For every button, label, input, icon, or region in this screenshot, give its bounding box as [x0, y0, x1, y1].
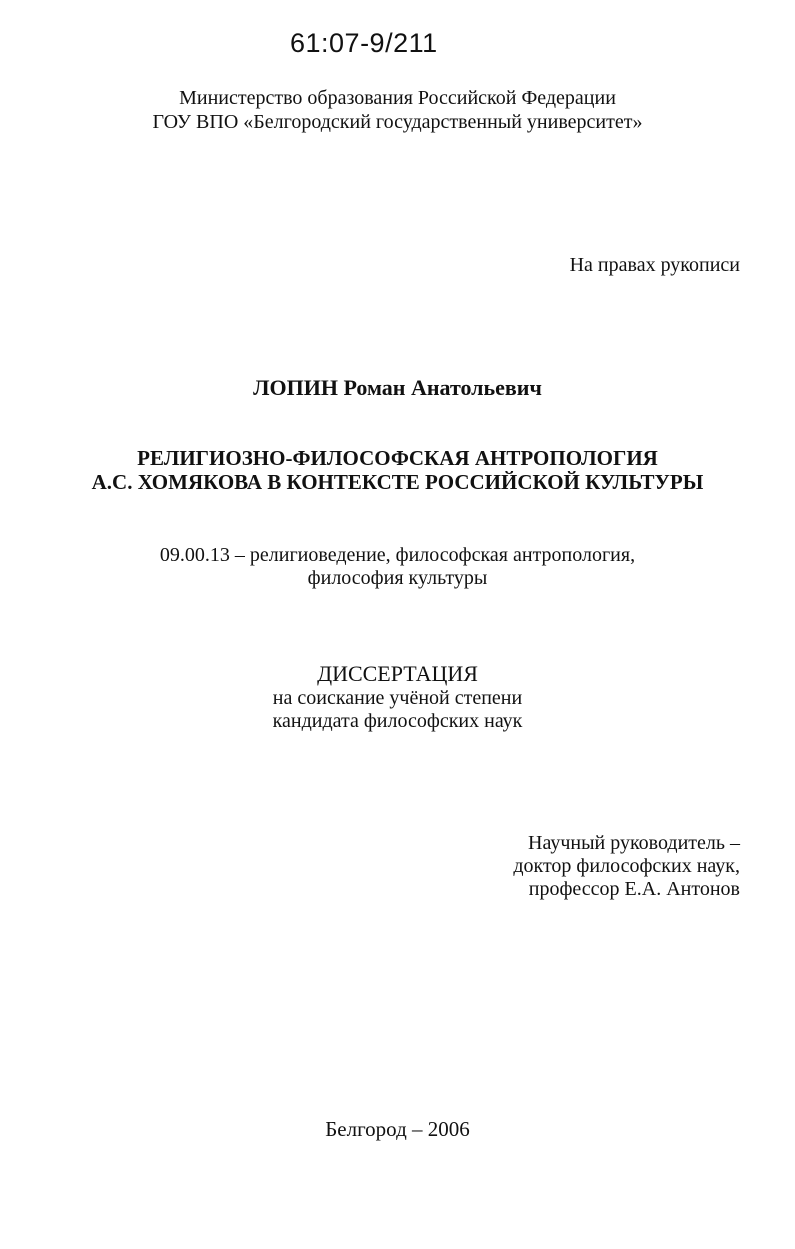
supervisor-line-3: профессор Е.А. Антонов [528, 878, 740, 900]
dissertation-title-line-2: А.С. ХОМЯКОВА В КОНТЕКСТЕ РОССИЙСКОЙ КУЛЬТУРЫ [91, 470, 704, 494]
ministry-name: Министерство образования Российской Федерации [179, 87, 616, 109]
supervisor-line-1: Научный руководитель – [528, 832, 740, 854]
city-year: Белгород – 2006 [325, 1117, 470, 1141]
dissertation-label: ДИССЕРТАЦИЯ [317, 661, 478, 686]
university-name: ГОУ ВПО «Белгородский государственный университет» [152, 111, 643, 133]
dissertation-title-line-1: РЕЛИГИОЗНО-ФИЛОСОФСКАЯ АНТРОПОЛОГИЯ [137, 446, 658, 470]
manuscript-rights-note: На правах рукописи [569, 254, 740, 276]
specialty-line-1: 09.00.13 – религиоведение, философская антропология, [159, 544, 636, 566]
document-code: 61:07-9/211 [290, 28, 438, 58]
author-name: ЛОПИН Роман Анатольевич [253, 375, 542, 400]
degree-line-1: на соискание учёной степени [272, 687, 523, 709]
supervisor-line-2: доктор философских наук, [513, 855, 740, 877]
degree-line-2: кандидата философских наук [272, 710, 523, 732]
specialty-line-2: философия культуры [307, 567, 488, 589]
